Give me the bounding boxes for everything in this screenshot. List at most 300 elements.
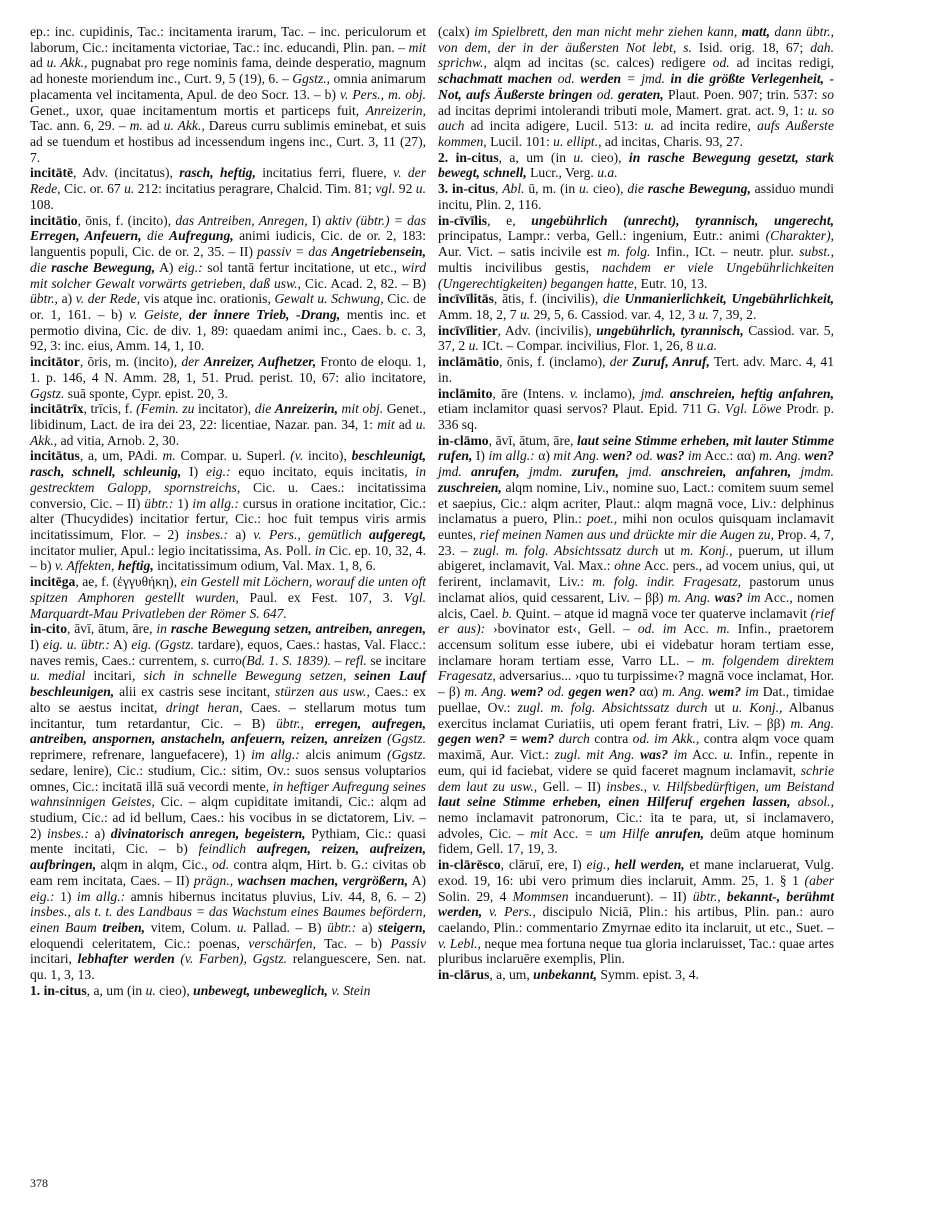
entry-text: der (609, 354, 628, 370)
entry-text: principatus, Lampr.: verba, Gell.: ingenium, Eutr.: animi (438, 228, 766, 244)
entry-text: Infin., repente in eum, qui id faciebat, videre se quid faceret magnum inclamavit, (438, 747, 834, 778)
entry-text: insbes.: (46, 825, 89, 841)
headword: 3. in-citus (438, 181, 496, 197)
entry-text: Tac. – b) (315, 935, 391, 951)
entry-text: Albanus exercitus inclamat Curiatiis, uti opem ferant fratri, Liv. – ββ) (438, 699, 834, 731)
entry-text: , trīcis, f. (83, 401, 137, 417)
entry-text: m. Ang. (464, 684, 507, 700)
entry-text: mit (408, 39, 426, 55)
translation: wen? (804, 448, 834, 464)
entry-text: Solin. 29, 4 (438, 888, 513, 904)
entry-text: Lucr., Verg. (526, 165, 598, 181)
entry-text: m. folgendem direktem Fragesatz, (438, 652, 834, 684)
entry-text: jmd. (438, 464, 462, 480)
entry-text: refl. (345, 652, 367, 668)
entry-text: die (146, 228, 164, 244)
entry-text: schrie dem laut zu usw., (438, 762, 834, 794)
entry-text: omnia animarum placamenta vel incitamenta, Apul. de deo Socr. 13. – b) (30, 71, 427, 102)
entry-text: übtr., (276, 715, 304, 731)
entry-text: od. (212, 857, 230, 873)
entry-text: eig. (Ggstz. (131, 637, 194, 653)
entry-text: sol tantā fertur incitatione, ut etc., (202, 259, 402, 275)
entry-text: , āre (Intens. (492, 385, 570, 401)
entry-text: im allg.: (192, 495, 239, 511)
entry-text: discipulo Niciā, Plin.: his artibus, Plin. pan.: auro caelando, Plin.: commentario Zmyrnae edito ita inclaruit, ut etc., Suet. – (438, 904, 834, 935)
translation: laut seine Stimme erheben, mit lauter Stimme rufen, (438, 432, 835, 464)
entry-text: aktiv (übtr.) = das (325, 212, 427, 228)
entry-text: Gewalt u. Schwung, (274, 291, 384, 307)
entry-text: , a, um (in (498, 149, 574, 165)
dictionary-entry (30, 574, 426, 621)
entry-text: Anreizerin, (365, 102, 426, 118)
entry-text: Acc., nomen alcis, Cael. (438, 589, 835, 621)
entry-text: Mommsen (512, 888, 569, 904)
headword: inclāmātio (438, 354, 500, 370)
translation: Aufregung, (169, 228, 234, 244)
entry-text: im Spielbrett, den man nicht mehr ziehen kann, (474, 24, 738, 39)
entry-text: Akk., (672, 731, 700, 747)
dictionary-entry (30, 983, 426, 999)
entry-text: v. Affekten, (54, 558, 115, 574)
entry-text: incitatissimum odium, Val. Max. 1, 8, 6. (153, 558, 376, 574)
entry-text (563, 464, 572, 479)
entry-text: Passiv (390, 935, 426, 951)
entry-text: incanduerunt). – II) (568, 888, 693, 904)
entry-text: mit obj. (341, 401, 384, 417)
entry-text: Plaut. Poen. 907; trin. 537: (663, 86, 822, 102)
translation: rasche Bewegung, (647, 181, 751, 197)
entry-text: Acc. (547, 825, 585, 841)
entry-text: , ōnis, f. (incito), (77, 212, 176, 228)
entry-text: , Adv. (incitatus), (73, 165, 180, 181)
entry-text: u. ellipt., (553, 134, 602, 150)
entry-text: Eutr. 10, 13. (637, 275, 708, 291)
entry-text: v. (569, 385, 579, 401)
entry-text: incitatius ferri, fluere, (255, 165, 394, 181)
entry-text: im allg.: (488, 448, 535, 464)
translation: anrufen, (655, 825, 705, 841)
translation: lebhafter werden (77, 951, 175, 967)
translation: Erregen, Anfeuern, (30, 228, 142, 244)
translation: rasch, heftig, (179, 165, 256, 181)
entry-text: Infin., ICt. – neutr. plur. (650, 244, 800, 260)
headword: incitātē (30, 165, 74, 181)
entry-text: mentis inc. et permotio divina, Cic. de div. 1, 89: quaedam animi inc., Caes. b. c. 3, 92, 3: inc. eius, Amm. 14, 1, 10. (30, 306, 427, 354)
entry-text: incitari, (85, 668, 144, 684)
headword: incīvīlitier (438, 322, 498, 338)
translation: divinatorisch anregen, begeistern, (110, 825, 306, 841)
entry-text: jmd. (628, 464, 652, 480)
translation: in rasche Bewegung gesetzt, stark bewegt, schnell, (438, 149, 834, 181)
entry-text: puerum, ut illum abigeret, inclamavit, Val. Max.: (438, 542, 834, 574)
entry-text: u. Akk., (30, 416, 426, 448)
entry-text: m. Ang. (667, 589, 711, 605)
entry-text: od. (547, 684, 565, 700)
entry-text: = jmd. (626, 71, 665, 87)
page-number: 378 (30, 1176, 48, 1190)
entry-text: ū, m. (in (524, 181, 579, 197)
entry-text: a) (88, 825, 111, 841)
translation: was? (714, 589, 743, 605)
entry-text: Caes. – stellarum motus tum incitantur, tum retardantur, Cic. – B) (30, 699, 426, 731)
translation: geraten, (618, 86, 664, 102)
entry-text: dann übtr., von dem, der in der äußersten Not lebt, s. (438, 24, 834, 55)
entry-text: I) (30, 637, 43, 653)
entry-text: ›bovinator est‹, Gell. – (485, 621, 638, 637)
entry-text: dringt heran, (165, 699, 243, 715)
headword: in-clārēsco (438, 857, 501, 873)
entry-text: contra (589, 731, 633, 747)
translation: unbewegt, unbeweglich, (193, 982, 328, 998)
headword: incitātor (30, 354, 80, 370)
entry-text: zugl. m. folg. Absichtssatz durch (517, 699, 708, 715)
entry-text: zugl. m. folg. Absichtssatz durch (473, 542, 659, 558)
translation: laut seine Stimme erheben, einen Hilferuf ergehen lassen, (438, 794, 791, 810)
entry-text: Cic. Acad. 2, 82. – B) (300, 275, 426, 291)
headword: incīvīlitās (438, 291, 494, 307)
entry-text: ohne (614, 558, 641, 574)
entry-text: ad incitas redigi, (729, 55, 834, 71)
translation: in die größte Verlegenheit, -Not, aufs Äußerste bringen (438, 71, 835, 102)
entry-text: eig.: (205, 464, 231, 480)
entry-text: mit Ang. (553, 448, 600, 464)
entry-text (482, 904, 489, 919)
entry-text: u. (468, 338, 479, 354)
entry-text: ad vitia, Arnob. 2, 30. (57, 432, 180, 448)
entry-text: in (314, 542, 326, 558)
entry-text: s. (200, 652, 210, 668)
entry-text: vitem, Colum. (145, 919, 237, 935)
translation: steigern, (378, 919, 426, 935)
dictionary-entry (30, 448, 426, 574)
entry-text: ein Gestell mit Löchern, worauf die unten oft spitzen Amphoren gestellt wurden, (30, 574, 426, 605)
entry-text: Isid. orig. 18, 67; (691, 39, 811, 55)
entry-text: (rief er aus): (438, 605, 834, 637)
entry-text: ad (30, 55, 47, 71)
translation: treiben, (102, 919, 146, 935)
entry-text: (Femin. zu (136, 401, 195, 417)
entry-text: poet., (586, 511, 618, 527)
entry-text: Cic. – alqm cupiditate imitandi, Cic.: alqm ad studium, Cic.: ad id bellum, Caes.: his vocibus in se dictatorem, Liv. – 2) (30, 794, 426, 841)
entry-text: sedare, lenire), Cic.: studium, Cic.: sitim, Ov.: suos sensus voluptarios omnes, Cic.: incitatā illā suā vecordi mente, (30, 762, 426, 794)
entry-text: 29, 5, 6. Cassiod. var. 4, 12, 3 (530, 306, 699, 322)
entry-text: Cic. u. Caes.: incitatissima conversio, Cic. – II) (30, 479, 426, 511)
entry-text: absol., (797, 794, 834, 810)
entry-text: , a, um, (489, 967, 534, 983)
translation: wen? (602, 448, 633, 464)
entry-text: αα) (635, 684, 663, 700)
headword: 2. in-citus (438, 149, 499, 165)
translation: ungebührlich (unrecht), tyrannisch, ungerecht, (531, 212, 834, 228)
translation: Unmanierlichkeit, Ungebührlichkeit, (624, 291, 834, 307)
entry-text: Cic. or. 67 (60, 181, 125, 197)
dictionary-entry (438, 150, 834, 181)
entry-text (652, 464, 661, 479)
entry-text: , (495, 181, 503, 197)
entry-text: ad (142, 118, 164, 134)
entry-text: a) (57, 291, 76, 307)
entry-text: die (30, 259, 47, 275)
entry-text: eig. u. übtr.: (42, 637, 110, 653)
entry-text: – (331, 652, 345, 668)
entry-text: m. folg. (607, 244, 651, 260)
entry-text: v. Pers., (488, 904, 536, 920)
translation: heftig anfahren, (740, 385, 834, 401)
entry-text: Cic. ep. 10, 32, 4. – b) (30, 542, 426, 574)
entry-text: Compar. u. Superl. (175, 448, 291, 464)
entry-text: der (181, 354, 200, 370)
translation: was? (640, 747, 669, 763)
translation: aufgeregt, (369, 527, 427, 542)
entry-text: incito), (303, 448, 352, 464)
entry-text: Aur. Vict. – satis incivile est (438, 244, 608, 260)
entry-text: u. medial (30, 668, 86, 684)
entry-text: mihi non oculos quisquam inclamavit euntes, (438, 511, 834, 542)
entry-text: zugl. mit Ang. (554, 747, 635, 763)
entry-text: Prop. 4, 7, 23. – (438, 527, 834, 558)
entry-text: Geiste, (144, 306, 183, 322)
entry-text: die (627, 181, 644, 197)
entry-text: u. (578, 181, 590, 197)
entry-text: curro (209, 652, 242, 668)
entry-text: Pallad. – B) (246, 919, 328, 935)
dictionary-entry (438, 433, 834, 857)
entry-text (520, 464, 529, 479)
entry-text: übtr.: (144, 495, 174, 511)
entry-text: Acc. (687, 747, 724, 763)
entry-text: ad incitas deprimi intolerandi tributi mole, Mamert. grat. act. 9, 1: (438, 102, 808, 118)
entry-text: , ōris, m. (incito), (79, 354, 182, 370)
translation: rasche Bewegung, (51, 259, 156, 275)
translation: erregen, aufregen, antreiben, anspornen, anstacheln, anfeuern, reizen, anreizen (30, 715, 426, 747)
entry-text: I) (181, 464, 206, 480)
entry-text: assiduo mundi incitu, Plin. 2, 116. (438, 181, 834, 212)
entry-text: übtr.: (327, 919, 357, 935)
entry-text: (Charakter), (765, 228, 834, 244)
entry-text: incitator), (194, 401, 255, 417)
entry-text: eig.: (178, 259, 203, 275)
entry-text: Caes.: ex alto se aestus incitat, (30, 684, 426, 715)
dictionary-entry (438, 857, 834, 967)
entry-text: α) (534, 448, 554, 464)
entry-text (246, 841, 257, 856)
entry-text: Amm. 18, 2, 7 (438, 306, 520, 322)
entry-text: m. folg. indir. Fragesatz, (592, 574, 742, 590)
entry-text: cieo), (583, 149, 629, 165)
dictionary-entry (438, 181, 834, 212)
entry-text (791, 464, 800, 479)
entry-text: m. Konj., (680, 542, 733, 558)
entry-text: vgl. (375, 181, 396, 197)
translation: anschreien, (669, 385, 736, 401)
entry-text: reprimere, refrenare, languefacere), 1) (30, 747, 252, 763)
entry-text: das Antreiben, Anregen, (175, 212, 308, 228)
entry-text: Prodr. p. 336 sq. (438, 401, 834, 432)
entry-text: v. Pers., m. obj. (339, 86, 426, 102)
entry-text: pastorum unus inclamat alios, quid cessarent, Liv. – ββ) (438, 574, 834, 605)
translation: schachmatt machen (438, 71, 553, 87)
entry-text: equo incitato, equis incitatis, (230, 464, 416, 480)
translation: wachsen machen, vergrößern, (237, 872, 408, 888)
entry-text: contra alqm, Hirt. b. G.: civitas ob eam rem incitata, Caes. – II) (30, 857, 426, 888)
entry-text: Tac. ann. 6, 29. – (30, 118, 130, 134)
dictionary-entry (30, 401, 426, 448)
translation: Anreizer, Aufhetzer, (203, 354, 317, 370)
entry-text: feindlich (198, 841, 247, 857)
dictionary-entry (30, 213, 426, 354)
dictionary-entry (438, 291, 834, 322)
entry-text: u. (145, 982, 156, 998)
entry-text: so (821, 86, 834, 102)
entry-text: ICt. – Compar. incivilius, Flor. 1, 26, 8 (478, 338, 697, 354)
entry-text: , āvī, ātum, āre, (488, 432, 578, 448)
headword: inclāmito (438, 385, 493, 401)
entry-text: Dat., timidae puellae, Ov.: (438, 684, 834, 715)
entry-text: wird mit solcher Gewalt vorwärts getrieben, daß usw., (30, 259, 427, 291)
entry-text: m. (129, 118, 143, 134)
headword: in-clārus (438, 967, 490, 983)
translation: wem? (510, 684, 544, 700)
entry-text: m. (716, 621, 730, 637)
entry-text: Acc.: αα) (701, 448, 760, 464)
entry-text: Dareus curru sublimis eminebat, et suis ad se tuendum et hostibus ad incessendum ingens inc., Curt. 3, 11 (27), 7. (30, 118, 426, 165)
entry-text: (Bd. 1. S. 1839). (241, 652, 332, 668)
entry-text: od. (712, 55, 730, 71)
headword: in-clāmo (438, 432, 489, 448)
entry-text: od. (557, 71, 575, 87)
entry-text: ad incita adigere, Lucil. 513: (464, 118, 645, 134)
entry-text: insbes., v. Hilfsbedürftigen, um Beistand (606, 778, 834, 794)
dictionary-entry (438, 967, 834, 983)
entry-text: rief meinen Namen aus und drückte mir die Augen zu, (479, 527, 774, 542)
entry-text: cieo), (589, 181, 628, 197)
entry-text: suā sponte, Cypr. epist. 20, 3. (64, 385, 228, 401)
entry-text: u. Konj., (732, 699, 783, 715)
entry-text: u. Akk., (46, 55, 88, 71)
dictionary-entry (30, 165, 426, 212)
entry-text: Gell. – II) (537, 778, 607, 794)
entry-text: cursus in oratione incitatior, Cic.: alter (Thucydides) incitatior fertur, Cic.: hoc fuit tempus viris armis incitatissimum, Flor. – 2) (30, 495, 426, 542)
entry-text: alqm in alqm, Cic., (96, 857, 213, 873)
entry-text: pugnabat pro rege nominis fama, deinde desperatio, magnum ad honeste moriendum inc., Curt. 9, 5 (19), 6. – (30, 55, 426, 87)
entry-text: m. Ang. (790, 715, 835, 731)
headword: incitēga (30, 574, 76, 590)
entry-text: v. (129, 306, 138, 322)
entry-text: 92 (395, 181, 416, 197)
entry-text: mit (530, 825, 548, 841)
entry-text: u. (124, 181, 135, 197)
entry-text: alqm nomine, Liv., nomine suo, Lact.: comitem suum semel et saepius, Cic.: alqm acriter, Plaut.: alqm magnā voce, Liv.: delphinus inclamatus a puero, Plin.: (438, 479, 834, 527)
entry-text: 212: incitatius peragrare, Chalcid. Tim. 81; (134, 181, 376, 197)
entry-text: stürzen aus usw., (275, 684, 370, 700)
entry-text: nachdem er viele Ungebührlichkeiten (Ungerechtigkeiten) begangen hatte, (438, 259, 834, 291)
entry-text: Cic. de or. 1, 161. – b) (30, 291, 426, 322)
entry-text: (v. Farben), Ggstz. (180, 951, 288, 967)
entry-text: Quint. – atque id magnā voce ter quaterve inclamavit (512, 605, 811, 621)
entry-text: inclamo), (578, 385, 641, 401)
entry-text: a) (228, 527, 254, 542)
translation: rasche Bewegung setzen, antreiben, anregen, (170, 621, 427, 637)
entry-text: mit (377, 416, 395, 432)
entry-text: Genet., uxor, quae incitamentum mortis et particeps fuit, (30, 102, 366, 118)
entry-text: v. Stein (331, 982, 371, 998)
translation: Zuruf, Anruf, (632, 354, 710, 370)
entry-text: od. im (637, 621, 677, 637)
dictionary-entry (438, 24, 834, 150)
entry-text: durch (558, 731, 590, 747)
entry-text: etiam inclamitor quasi servos? Plaut. Epid. 711 G. (438, 401, 725, 417)
entry-text: Tert. adv. Marc. 4, 41 in. (438, 354, 834, 385)
entry-text: u.a. (696, 338, 718, 354)
dictionary-entry (30, 621, 426, 983)
entry-text: alqm ad incitas (sc. calces) redigere (486, 55, 713, 71)
translation: gegen wen? = wem? (438, 731, 555, 747)
entry-text: ad incita redire, (654, 118, 758, 134)
entry-text: ad (394, 416, 416, 432)
translation: aufregen, reizen, aufreizen, aufbringen, (30, 841, 426, 873)
entry-text: v. der Rede, (30, 165, 427, 197)
entry-text: Symm. epist. 3, 4. (597, 967, 699, 983)
entry-text: Acc. pers., ad vocem unius, qui, ut ferirent, inclamavit, Liv.: (438, 558, 835, 590)
entry-text: amnis hibernus incitatus pluvius, Liv. 44, 8, 6. – 2) (125, 888, 426, 904)
translation: anrufen, (470, 464, 520, 480)
entry-text: , ae, f. (ἐγγυθήκη), (75, 574, 181, 590)
entry-text: Paul. ex Fest. 107, 3. (238, 589, 404, 605)
entry-text: v. der Rede, (75, 291, 141, 307)
entry-text: jmd. (640, 385, 665, 401)
entry-text: Infin., praetorem accensum solitum esse iubere, ubi ei videbatur horam tertiam esse, inclamare horam tertiam esse, Varro LL. – (438, 621, 834, 668)
entry-text: alcis animum (299, 747, 388, 763)
dictionary-entry (438, 323, 834, 354)
entry-text: u. so auch (438, 102, 834, 134)
entry-text: , Adv. (incivilis), (497, 322, 597, 338)
entry-text: subst., (799, 244, 834, 260)
entry-text (462, 464, 471, 479)
headword: in-cīvīlis (438, 212, 488, 228)
headword: 1. in-citus (30, 982, 87, 998)
headword: incitātio (30, 212, 78, 228)
entry-text: tardare), equos, Caes.: hastas, Val. Flacc.: naves remis, Caes.: currentem, (30, 637, 427, 668)
entry-text (362, 527, 369, 542)
entry-text: Vgl. Löwe (724, 401, 782, 417)
entry-text: verschärfen, (248, 935, 316, 951)
entry-text: et mane inclaruerat, Vulg. exod. 19, 16: ubi vero primum dies inclaruit, Amm. 25, 1. § 1 (438, 857, 834, 888)
entry-text: u.a. (597, 165, 618, 181)
entry-text: adversarius... ›quo tu turpissime‹? magnā voce inclamat, Hor. – β) (438, 668, 834, 700)
entry-text: ad incitas, Charis. 93, 27. (601, 134, 744, 150)
headword: incitātrīx (30, 401, 84, 417)
entry-text: im allg.: (76, 888, 126, 904)
entry-text: im (673, 747, 688, 763)
entry-text: in (156, 621, 167, 637)
entry-text: u. (415, 181, 426, 197)
entry-text: od. im (632, 731, 668, 747)
entry-text: insbes., als t. t. des Landbaus = das Wachstum eines Baumes befördern, einen Baum (30, 904, 426, 935)
entry-text: od. (596, 86, 614, 102)
entry-text: eig., (586, 857, 610, 873)
entry-text: u. (519, 306, 531, 322)
translation: seinen Lauf beschleunigen, (30, 668, 426, 700)
entry-text: , e, (487, 212, 532, 228)
translation: bekannt-, berühmt werden, (438, 888, 834, 920)
entry-text: , a, um (in (86, 982, 146, 998)
entry-text: b. (501, 605, 513, 621)
entry-text: jmdm. (800, 464, 834, 480)
entry-text: im (746, 589, 761, 605)
entry-text: (v. (290, 448, 304, 464)
entry-text: 1) (173, 495, 193, 511)
entry-text: u. Akk., (163, 118, 205, 134)
